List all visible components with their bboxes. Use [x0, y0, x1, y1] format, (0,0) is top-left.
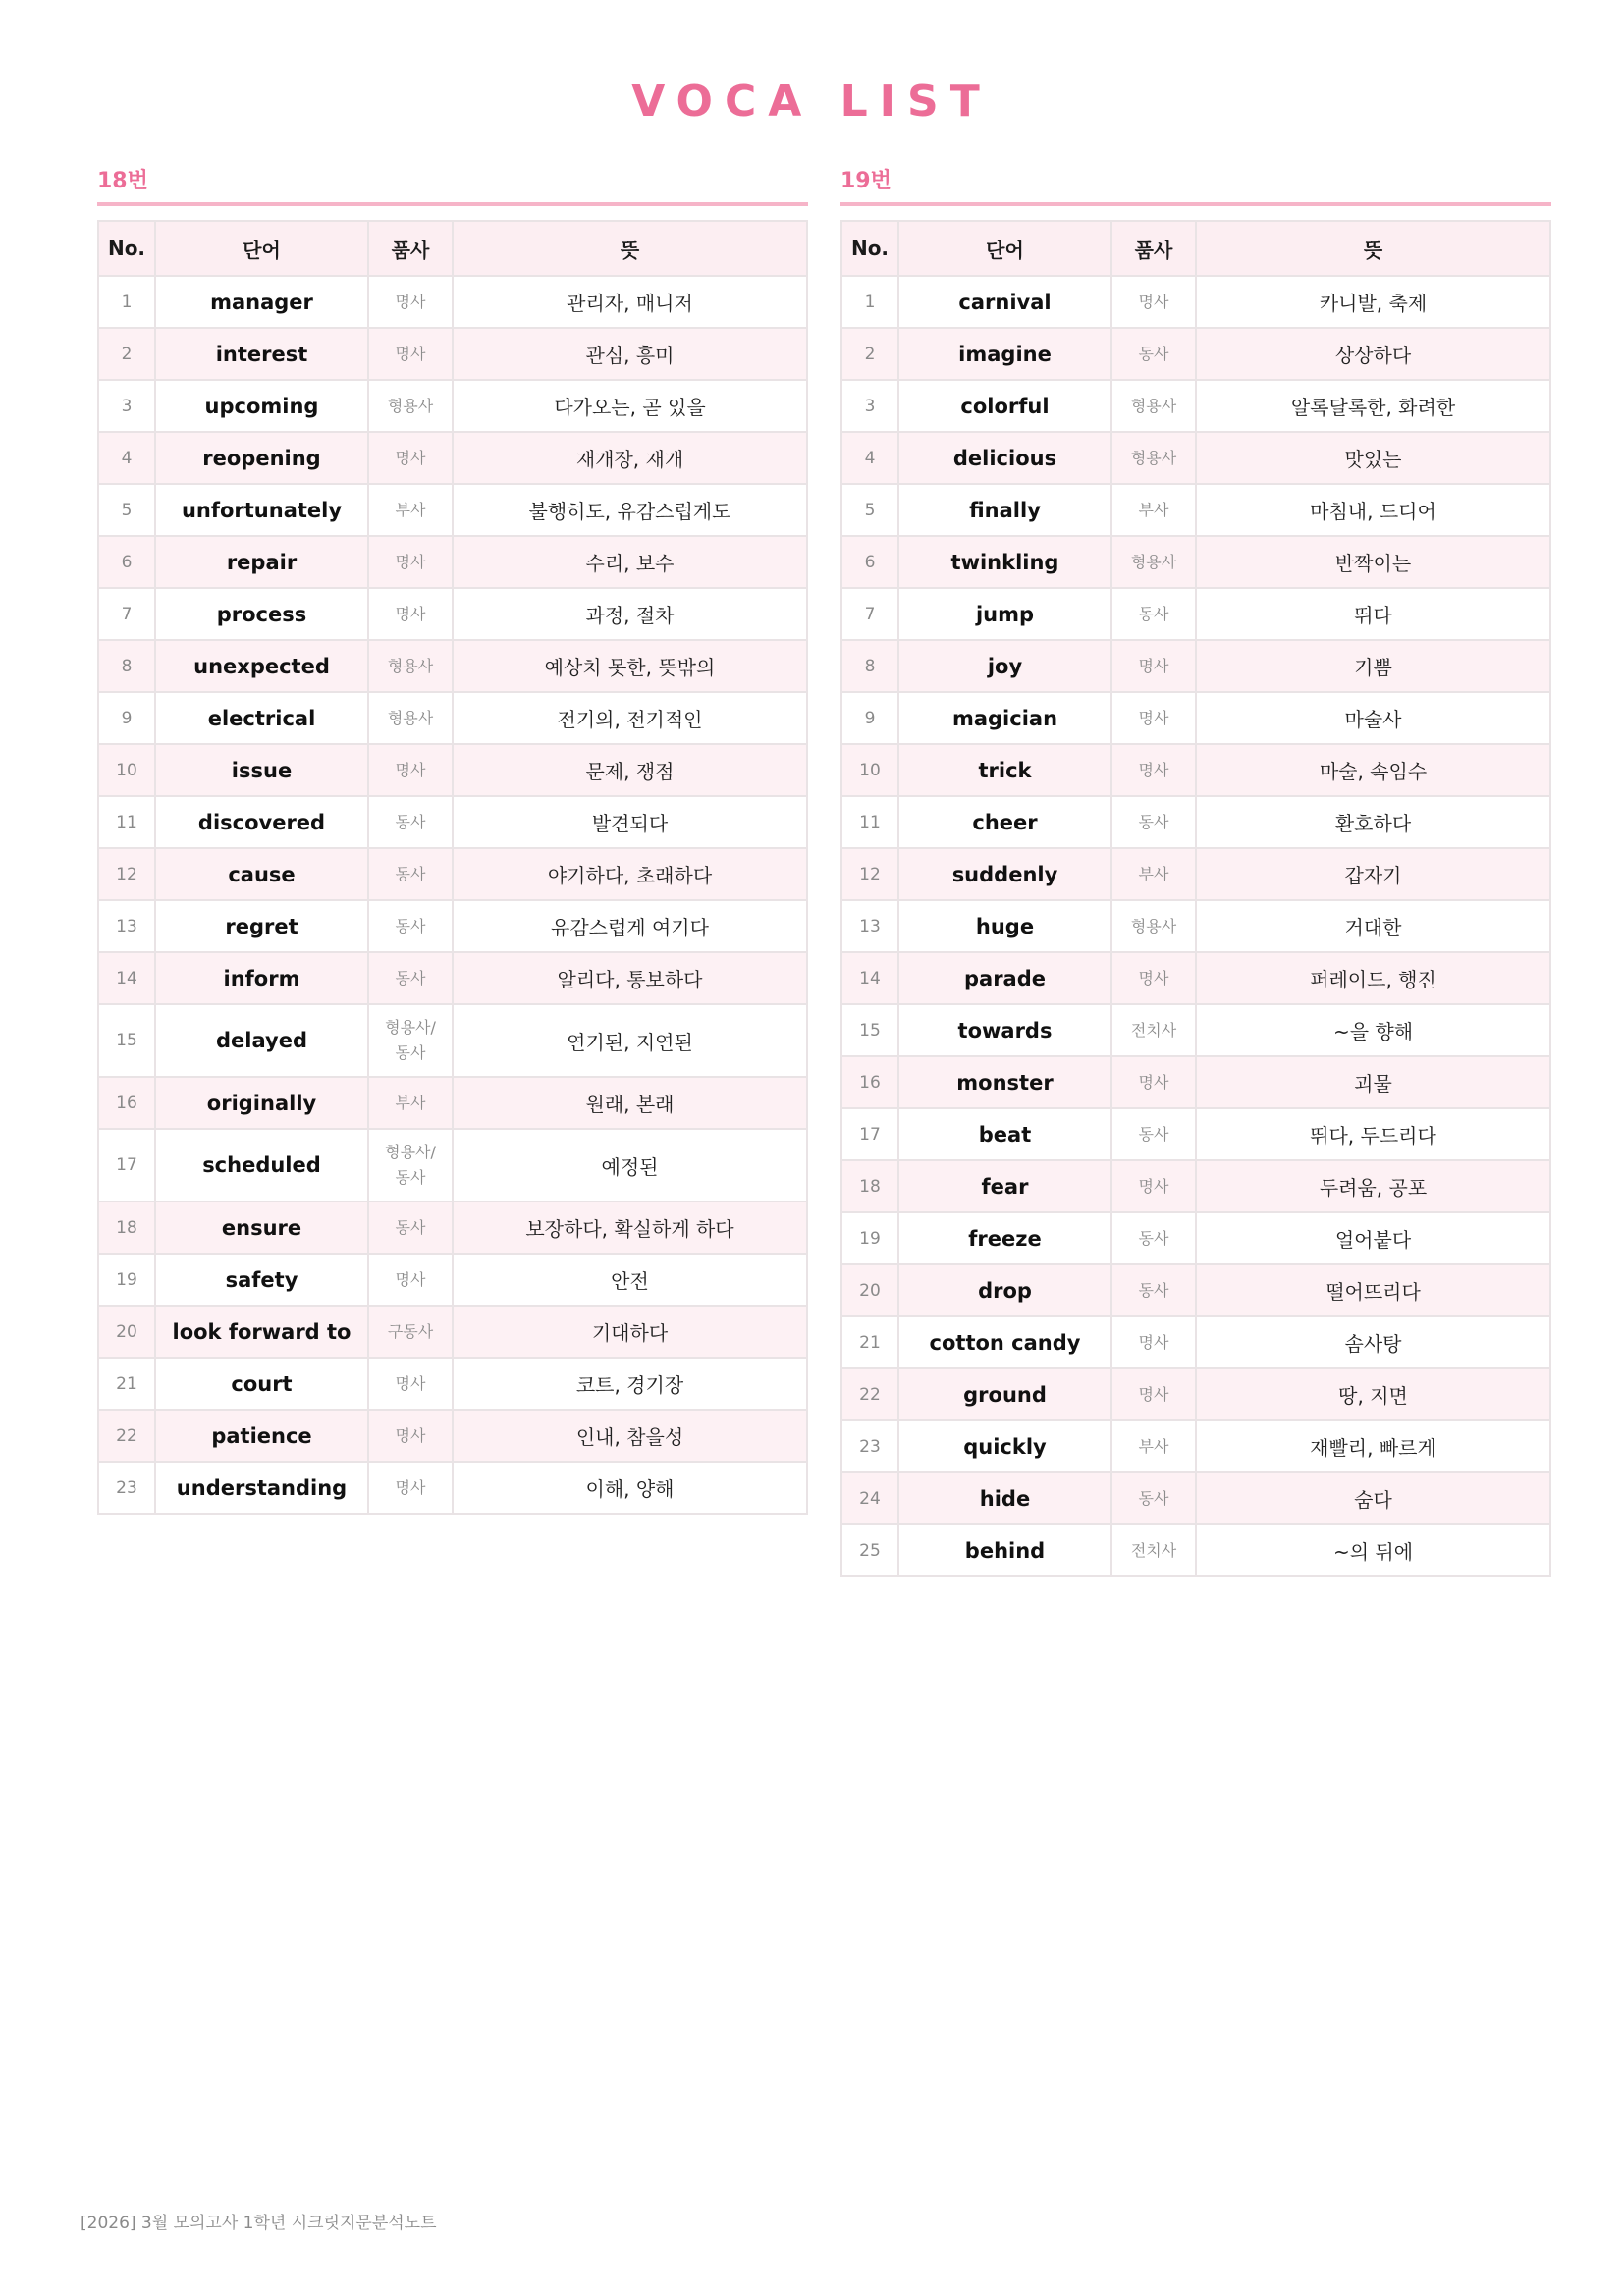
vocab-word: look forward to	[155, 1306, 368, 1358]
table-row	[98, 1358, 807, 1410]
part-of-speech: 형용사	[1111, 536, 1196, 588]
table-row	[841, 1420, 1550, 1472]
row-number: 1	[98, 276, 155, 328]
word-meaning: 마술, 속임수	[1196, 744, 1550, 796]
table-row	[841, 1472, 1550, 1524]
table-row	[841, 1108, 1550, 1160]
section-18	[97, 165, 808, 1515]
vocab-word: hide	[898, 1472, 1111, 1524]
table-header-row	[98, 221, 807, 276]
word-meaning: 알리다, 통보하다	[453, 952, 807, 1004]
row-number: 4	[841, 432, 898, 484]
table-row	[98, 484, 807, 536]
word-meaning: 카니발, 축제	[1196, 276, 1550, 328]
section-19	[840, 165, 1551, 1577]
part-of-speech: 동사	[1111, 1108, 1196, 1160]
vocab-word: electrical	[155, 692, 368, 744]
part-of-speech: 전치사	[1111, 1004, 1196, 1056]
table-row	[98, 952, 807, 1004]
table-row	[841, 952, 1550, 1004]
row-number: 8	[98, 640, 155, 692]
word-meaning: 상상하다	[1196, 328, 1550, 380]
row-number: 14	[98, 952, 155, 1004]
part-of-speech: 동사	[1111, 1264, 1196, 1316]
row-number: 2	[841, 328, 898, 380]
page-footer: [2026] 3월 모의고사 1학년 시크릿지문분석노트	[81, 2214, 437, 2233]
row-number: 8	[841, 640, 898, 692]
table-row	[98, 692, 807, 744]
row-number: 3	[841, 380, 898, 432]
part-of-speech: 명사	[368, 328, 453, 380]
section-label: 19번	[840, 169, 892, 193]
word-meaning: 인내, 참을성	[453, 1410, 807, 1462]
row-number: 21	[98, 1358, 155, 1410]
table-row	[841, 1004, 1550, 1056]
row-number: 11	[98, 796, 155, 848]
row-number: 18	[841, 1160, 898, 1212]
vocab-table	[840, 220, 1551, 1577]
vocab-word: issue	[155, 744, 368, 796]
row-number: 16	[98, 1077, 155, 1129]
header-meaning: 뜻	[1196, 221, 1550, 276]
part-of-speech: 형용사	[368, 692, 453, 744]
table-row	[98, 1410, 807, 1462]
vocab-word: magician	[898, 692, 1111, 744]
table-row	[841, 1264, 1550, 1316]
part-of-speech: 형용사	[1111, 900, 1196, 952]
vocab-word: patience	[155, 1410, 368, 1462]
row-number: 23	[98, 1462, 155, 1514]
vocab-word: monster	[898, 1056, 1111, 1108]
word-meaning: 두려움, 공포	[1196, 1160, 1550, 1212]
word-meaning: 유감스럽게 여기다	[453, 900, 807, 952]
word-meaning: 발견되다	[453, 796, 807, 848]
vocab-word: ground	[898, 1368, 1111, 1420]
word-meaning: 솜사탕	[1196, 1316, 1550, 1368]
part-of-speech: 부사	[368, 484, 453, 536]
row-number: 17	[841, 1108, 898, 1160]
table-body	[841, 276, 1550, 1576]
header-no: No.	[98, 221, 155, 276]
vocab-word: beat	[898, 1108, 1111, 1160]
table-row	[98, 1254, 807, 1306]
word-meaning: 떨어뜨리다	[1196, 1264, 1550, 1316]
table-row	[98, 380, 807, 432]
row-number: 16	[841, 1056, 898, 1108]
section-divider	[97, 202, 808, 206]
table-row	[98, 1306, 807, 1358]
part-of-speech: 동사	[1111, 796, 1196, 848]
word-meaning: 뛰다, 두드리다	[1196, 1108, 1550, 1160]
vocab-word: imagine	[898, 328, 1111, 380]
word-meaning: 관리자, 매니저	[453, 276, 807, 328]
vocab-word: ensure	[155, 1201, 368, 1254]
word-meaning: 마술사	[1196, 692, 1550, 744]
vocab-word: court	[155, 1358, 368, 1410]
row-number: 11	[841, 796, 898, 848]
row-number: 6	[98, 536, 155, 588]
vocab-word: trick	[898, 744, 1111, 796]
table-row	[98, 744, 807, 796]
row-number: 22	[841, 1368, 898, 1420]
row-number: 20	[841, 1264, 898, 1316]
vocab-word: freeze	[898, 1212, 1111, 1264]
word-meaning: 얼어붙다	[1196, 1212, 1550, 1264]
header-word: 단어	[155, 221, 368, 276]
part-of-speech: 명사	[1111, 692, 1196, 744]
table-header-row	[841, 221, 1550, 276]
vocab-word: cotton candy	[898, 1316, 1111, 1368]
vocab-word: reopening	[155, 432, 368, 484]
row-number: 24	[841, 1472, 898, 1524]
word-meaning: 퍼레이드, 행진	[1196, 952, 1550, 1004]
part-of-speech: 동사	[368, 952, 453, 1004]
vocab-word: quickly	[898, 1420, 1111, 1472]
word-meaning: 연기된, 지연된	[453, 1004, 807, 1077]
vocab-word: regret	[155, 900, 368, 952]
part-of-speech: 명사	[1111, 1368, 1196, 1420]
table-row	[841, 744, 1550, 796]
word-meaning: 다가오는, 곧 있을	[453, 380, 807, 432]
table-row	[841, 1160, 1550, 1212]
row-number: 9	[98, 692, 155, 744]
part-of-speech: 명사	[368, 1358, 453, 1410]
table-row	[841, 796, 1550, 848]
part-of-speech: 동사	[1111, 1212, 1196, 1264]
row-number: 15	[841, 1004, 898, 1056]
part-of-speech: 전치사	[1111, 1524, 1196, 1576]
row-number: 22	[98, 1410, 155, 1462]
header-pos: 품사	[1111, 221, 1196, 276]
row-number: 2	[98, 328, 155, 380]
row-number: 1	[841, 276, 898, 328]
part-of-speech: 명사	[1111, 1056, 1196, 1108]
word-meaning: 기쁨	[1196, 640, 1550, 692]
row-number: 25	[841, 1524, 898, 1576]
vocab-word: repair	[155, 536, 368, 588]
vocab-word: joy	[898, 640, 1111, 692]
row-number: 12	[98, 848, 155, 900]
table-row	[841, 536, 1550, 588]
vocab-word: behind	[898, 1524, 1111, 1576]
word-meaning: 괴물	[1196, 1056, 1550, 1108]
word-meaning: 재빨리, 빠르게	[1196, 1420, 1550, 1472]
table-row	[841, 848, 1550, 900]
table-row	[98, 1077, 807, 1129]
word-meaning: 재개장, 재개	[453, 432, 807, 484]
word-meaning: 예상치 못한, 뜻밖의	[453, 640, 807, 692]
vocab-word: inform	[155, 952, 368, 1004]
row-number: 9	[841, 692, 898, 744]
table-row	[841, 328, 1550, 380]
word-meaning: 원래, 본래	[453, 1077, 807, 1129]
word-meaning: 관심, 흥미	[453, 328, 807, 380]
part-of-speech: 형용사	[368, 380, 453, 432]
table-row	[98, 1129, 807, 1201]
header-meaning: 뜻	[453, 221, 807, 276]
part-of-speech: 명사	[368, 1410, 453, 1462]
row-number: 10	[841, 744, 898, 796]
part-of-speech: 명사	[368, 744, 453, 796]
row-number: 13	[841, 900, 898, 952]
part-of-speech: 명사	[368, 276, 453, 328]
row-number: 5	[841, 484, 898, 536]
word-meaning: 불행히도, 유감스럽게도	[453, 484, 807, 536]
row-number: 15	[98, 1004, 155, 1077]
word-meaning: 맛있는	[1196, 432, 1550, 484]
part-of-speech: 명사	[368, 588, 453, 640]
word-meaning: 반짝이는	[1196, 536, 1550, 588]
word-meaning: 땅, 지면	[1196, 1368, 1550, 1420]
part-of-speech: 동사	[368, 1201, 453, 1254]
part-of-speech: 형용사/ 동사	[368, 1129, 453, 1201]
word-meaning: 알록달록한, 화려한	[1196, 380, 1550, 432]
vocab-table	[97, 220, 808, 1515]
word-meaning: 뛰다	[1196, 588, 1550, 640]
table-row	[841, 1056, 1550, 1108]
header-no: No.	[841, 221, 898, 276]
row-number: 19	[841, 1212, 898, 1264]
page-title: VOCA LIST	[631, 77, 992, 127]
word-meaning: 수리, 보수	[453, 536, 807, 588]
table-row	[98, 432, 807, 484]
vocab-word: delicious	[898, 432, 1111, 484]
row-number: 14	[841, 952, 898, 1004]
section-divider	[840, 202, 1551, 206]
part-of-speech: 명사	[368, 1254, 453, 1306]
row-number: 19	[98, 1254, 155, 1306]
table-row	[98, 1004, 807, 1077]
part-of-speech: 부사	[1111, 848, 1196, 900]
part-of-speech: 부사	[1111, 1420, 1196, 1472]
part-of-speech: 명사	[368, 432, 453, 484]
vocab-word: colorful	[898, 380, 1111, 432]
row-number: 7	[98, 588, 155, 640]
row-number: 6	[841, 536, 898, 588]
table-row	[841, 1316, 1550, 1368]
section-label: 18번	[97, 169, 148, 193]
part-of-speech: 형용사	[1111, 432, 1196, 484]
part-of-speech: 형용사/ 동사	[368, 1004, 453, 1077]
vocab-word: twinkling	[898, 536, 1111, 588]
word-meaning: 예정된	[453, 1129, 807, 1201]
vocab-word: jump	[898, 588, 1111, 640]
table-row	[841, 1524, 1550, 1576]
vocab-word: manager	[155, 276, 368, 328]
vocab-word: drop	[898, 1264, 1111, 1316]
part-of-speech: 형용사	[368, 640, 453, 692]
row-number: 7	[841, 588, 898, 640]
part-of-speech: 동사	[1111, 588, 1196, 640]
vocab-word: understanding	[155, 1462, 368, 1514]
vocab-word: unexpected	[155, 640, 368, 692]
part-of-speech: 동사	[1111, 328, 1196, 380]
vocab-word: upcoming	[155, 380, 368, 432]
table-row	[98, 536, 807, 588]
word-meaning: 마침내, 드디어	[1196, 484, 1550, 536]
part-of-speech: 명사	[1111, 640, 1196, 692]
part-of-speech: 명사	[1111, 952, 1196, 1004]
vocab-word: scheduled	[155, 1129, 368, 1201]
table-row	[98, 640, 807, 692]
vocab-word: process	[155, 588, 368, 640]
word-meaning: 전기의, 전기적인	[453, 692, 807, 744]
word-meaning: 숨다	[1196, 1472, 1550, 1524]
row-number: 12	[841, 848, 898, 900]
part-of-speech: 명사	[1111, 744, 1196, 796]
vocab-word: suddenly	[898, 848, 1111, 900]
word-meaning: 과정, 절차	[453, 588, 807, 640]
row-number: 5	[98, 484, 155, 536]
row-number: 23	[841, 1420, 898, 1472]
table-row	[98, 276, 807, 328]
vocab-word: interest	[155, 328, 368, 380]
header-word: 단어	[898, 221, 1111, 276]
table-body	[98, 276, 807, 1514]
word-meaning: 이해, 양해	[453, 1462, 807, 1514]
table-row	[98, 796, 807, 848]
part-of-speech: 명사	[1111, 1316, 1196, 1368]
word-meaning: 보장하다, 확실하게 하다	[453, 1201, 807, 1254]
word-meaning: 코트, 경기장	[453, 1358, 807, 1410]
vocab-word: discovered	[155, 796, 368, 848]
row-number: 13	[98, 900, 155, 952]
word-meaning: 거대한	[1196, 900, 1550, 952]
vocab-word: cheer	[898, 796, 1111, 848]
table-row	[841, 900, 1550, 952]
vocab-word: parade	[898, 952, 1111, 1004]
vocab-word: huge	[898, 900, 1111, 952]
word-meaning: ~을 향해	[1196, 1004, 1550, 1056]
row-number: 17	[98, 1129, 155, 1201]
part-of-speech: 명사	[1111, 1160, 1196, 1212]
word-meaning: 환호하다	[1196, 796, 1550, 848]
table-row	[841, 484, 1550, 536]
part-of-speech: 명사	[1111, 276, 1196, 328]
row-number: 10	[98, 744, 155, 796]
table-row	[841, 380, 1550, 432]
part-of-speech: 형용사	[1111, 380, 1196, 432]
vocab-word: safety	[155, 1254, 368, 1306]
table-row	[98, 900, 807, 952]
word-meaning: 갑자기	[1196, 848, 1550, 900]
row-number: 18	[98, 1201, 155, 1254]
vocab-word: delayed	[155, 1004, 368, 1077]
word-meaning: 기대하다	[453, 1306, 807, 1358]
vocab-word: originally	[155, 1077, 368, 1129]
row-number: 3	[98, 380, 155, 432]
row-number: 4	[98, 432, 155, 484]
word-meaning: 야기하다, 초래하다	[453, 848, 807, 900]
table-row	[841, 1212, 1550, 1264]
part-of-speech: 부사	[1111, 484, 1196, 536]
table-row	[841, 588, 1550, 640]
table-row	[841, 432, 1550, 484]
word-meaning: ~의 뒤에	[1196, 1524, 1550, 1576]
part-of-speech: 명사	[368, 536, 453, 588]
table-row	[841, 276, 1550, 328]
table-row	[841, 640, 1550, 692]
table-row	[98, 328, 807, 380]
vocab-word: towards	[898, 1004, 1111, 1056]
part-of-speech: 동사	[368, 796, 453, 848]
part-of-speech: 동사	[368, 848, 453, 900]
part-of-speech: 명사	[368, 1462, 453, 1514]
vocab-word: carnival	[898, 276, 1111, 328]
part-of-speech: 구동사	[368, 1306, 453, 1358]
part-of-speech: 동사	[368, 900, 453, 952]
table-row	[98, 1462, 807, 1514]
table-row	[841, 692, 1550, 744]
table-row	[98, 1201, 807, 1254]
word-meaning: 안전	[453, 1254, 807, 1306]
vocab-word: unfortunately	[155, 484, 368, 536]
table-row	[841, 1368, 1550, 1420]
word-meaning: 문제, 쟁점	[453, 744, 807, 796]
part-of-speech: 부사	[368, 1077, 453, 1129]
vocab-word: cause	[155, 848, 368, 900]
table-row	[98, 848, 807, 900]
row-number: 21	[841, 1316, 898, 1368]
vocab-word: finally	[898, 484, 1111, 536]
table-row	[98, 588, 807, 640]
vocab-word: fear	[898, 1160, 1111, 1212]
part-of-speech: 동사	[1111, 1472, 1196, 1524]
header-pos: 품사	[368, 221, 453, 276]
row-number: 20	[98, 1306, 155, 1358]
